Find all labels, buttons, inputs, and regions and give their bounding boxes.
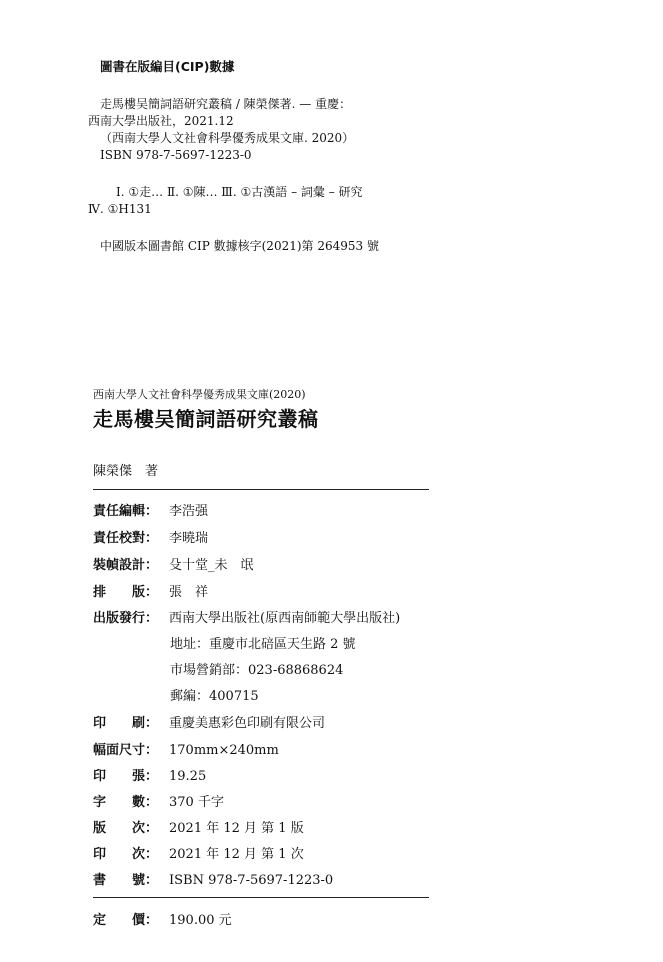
info-row-designer [93,554,254,573]
info-label: 出版發行： [93,611,159,626]
info-row-impression [93,843,304,862]
info-row-price [93,909,232,928]
cip-publisher-line: 西南大學出版社，2021.12 [88,114,234,128]
cip-classification-line: Ⅰ. ①走… Ⅱ. ①陳… Ⅲ. ①古漢語 – 詞彙 – 研究 [116,185,363,199]
publisher-marketing-phone: 市場營銷部：023-68868624 [170,663,344,678]
info-row-words [93,791,224,810]
info-label: 字 數： [93,795,159,810]
cip-title-line: 走馬樓吴簡詞語研究叢稿 / 陳榮傑著. — 重慶： [100,97,352,111]
cip-series-line: （西南大學人文社會科學優秀成果文庫. 2020） [100,131,355,145]
info-label: 定 價： [93,913,159,928]
info-value: 李曉瑞 [169,531,209,546]
info-label: 幅面尺寸： [93,743,159,758]
info-value: 李浩强 [169,504,209,519]
divider [93,897,429,898]
publisher-postcode: 郵編：400715 [170,689,259,704]
series-name: 西南大學人文社會科學優秀成果文庫(2020) [93,388,306,401]
info-label: 印 刷： [93,716,159,731]
info-value: 2021 年 12 月 第 1 版 [169,821,304,836]
publisher-address: 地址：重慶市北碚區天生路 2 號 [170,637,356,652]
cip-isbn-line: ISBN 978-7-5697-1223-0 [100,148,252,162]
info-label: 責任校對： [93,531,159,546]
info-row-edition [93,817,304,836]
cip-library-note: 中國版本圖書館 CIP 數據核字(2021)第 264953 號 [100,239,379,253]
info-label: 版 次： [93,821,159,836]
info-row-typesetter [93,581,208,600]
info-value: 190.00 元 [169,913,232,928]
info-value: 19.25 [169,769,207,784]
info-row-isbn [93,869,333,888]
book-title: 走馬樓吴簡詞語研究叢稿 [93,407,319,431]
info-label: 書 號： [93,873,159,888]
info-value: ISBN 978-7-5697-1223-0 [169,873,334,888]
info-row-editor [93,500,208,519]
info-label: 責任編輯： [93,504,159,519]
cip-classification-line: Ⅳ. ①H131 [88,202,152,216]
info-value: 殳十堂_未 氓 [169,558,254,573]
author: 陳榮傑 著 [93,464,159,479]
info-label: 印 張： [93,769,159,784]
info-value: 張 祥 [169,585,209,600]
cip-heading: 圖書在版編目(CIP)數據 [100,59,235,74]
info-row-sheets [93,765,206,784]
info-value: 重慶美惠彩色印刷有限公司 [169,716,326,731]
info-row-publisher [93,607,400,626]
info-value: 370 千字 [169,795,224,810]
info-label: 裝幀設計： [93,558,159,573]
info-value: 2021 年 12 月 第 1 次 [169,847,304,862]
divider [93,489,429,490]
info-row-format [93,739,279,758]
info-label: 排 版： [93,585,159,600]
info-row-proofreader [93,527,208,546]
info-row-printer [93,712,325,731]
info-value: 170mm×240mm [169,743,279,758]
info-value: 西南大學出版社(原西南師範大學出版社) [169,611,401,626]
info-label: 印 次： [93,847,159,862]
